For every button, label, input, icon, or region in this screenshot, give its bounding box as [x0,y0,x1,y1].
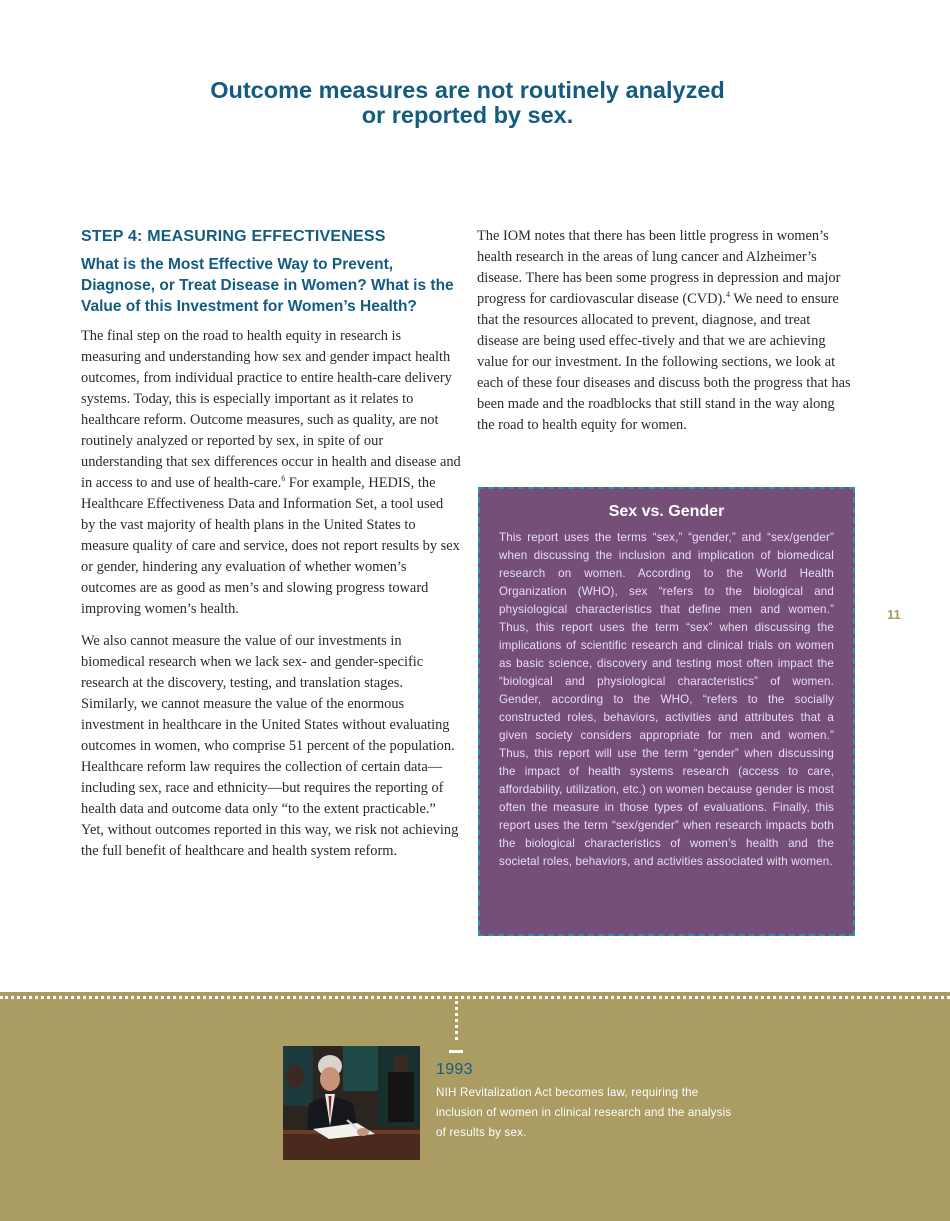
timeline-tick [449,1050,463,1053]
sex-vs-gender-sidebar [478,487,855,936]
left-paragraph-1 [81,326,461,620]
footnote-ref-4: 4 [725,290,730,300]
step-label: STEP 4: MEASURING EFFECTIVENESS [81,228,386,245]
headline-line-1: Outcome measures are not routinely analyzed [210,77,725,103]
sidebar-body: This report uses the terms “sex,” “gender,” and “sex/gender” when discussing the inclusion and implication of biomedical research on women. According to the World Health Organization (WHO), sex “refers to the biological and physiological characteristics that define men and women.” Thus, this report uses the term “sex” when discussing the implications of scientific research and clinical trials on women as basic science, discovery and testing most often impact the “biological and physiological characteristics” of women. Gender, according to the WHO, “refers to the socially constructed roles, behaviors, activities and attributes that a given society considers appropriate for men and women.” Thus, this report will use the term “gender” when discussing the impact of health systems research (access to care, affordability, utilization, etc.) on women because gender is most often the measure in those types of evaluations. Finally, this report uses the term “sex/gender” when research impacts both the biological characteristics of women’s health and the societal roles, behaviors, and activities associated with women. [499,531,834,868]
bill-signing-photo-image [283,1046,420,1160]
timeline-dotted-rule [0,996,950,999]
page-number: 11 [887,607,901,622]
headline-line-2: or reported by sex. [361,102,574,128]
left-paragraph-1-part-a: The final step on the road to health equity in research is measuring and understanding how sex and gender impact health outcomes, from individual practice to entire health-care delivery systems. Today, this is especially important as it relates to healthcare reform. Outcome measures, such as quality, are not routinely analyzed or reported by sex, in spite of our understanding that sex differences occur in health and disease and in access to and use of health-care. [81,328,461,491]
page-headline [0,78,935,128]
footnote-ref-6: 6 [281,474,286,484]
timeline-year: 1993 [436,1061,473,1078]
left-paragraph-2: We also cannot measure the value of our investments in biomedical research when we lack sex- and gender-specific research at the discovery, testing, and translation stages. Similarly, we cannot measure the value of the enormous investment in healthcare in the United States without evaluating outcomes in women, who comprise 51 percent of the population. Healthcare reform law requires the collection of certain data—including sex, race and ethnicity—but requires the reporting of health data and outcome data only “to the extent practicable.” Yet, without outcomes reported in this way, we risk not achieving the full benefit of healthcare and health system reform. [81,633,459,859]
timeline-band [0,992,950,1221]
left-column [81,228,461,873]
right-paragraph-1 [477,226,855,436]
right-column [477,226,855,447]
timeline-description: NIH Revitalization Act becomes law, requiring the inclusion of women in clinical research and the analysis of results by sex. [436,1086,732,1139]
right-paragraph-1-part-b: We need to ensure that the resources allocated to prevent, diagnose, and treat disease are being used effec-tively and that we are achieving value for our investment. In the following sections, we look at each of these four diseases and discuss both the progress that has been made and the roadblocks that still stand in the way along the road to health equity for women. [477,291,851,433]
section-question: What is the Most Effective Way to Prevent, Diagnose, or Treat Disease in Women? What is the Value of this Investment for Women’s Health? [81,256,454,315]
bill-signing-photo [283,1046,420,1160]
sidebar-title: Sex vs. Gender [608,503,725,520]
right-paragraph-1-part-a: The IOM notes that there has been little progress in women’s health research in the areas of lung cancer and Alzheimer’s disease. There has been some progress in depression and major progress for cardiovascular disease (CVD). [477,228,841,307]
timeline-connector [455,996,458,1040]
left-paragraph-1-part-b: For example, HEDIS, the Healthcare Effectiveness Data and Information Set, a tool used by the vast majority of health plans in the United States to measure quality of care and service, does not report results by sex or gender, hindering any evaluation of whether women’s outcomes are as good as men’s and slowing progress toward improving women’s health. [81,475,460,617]
